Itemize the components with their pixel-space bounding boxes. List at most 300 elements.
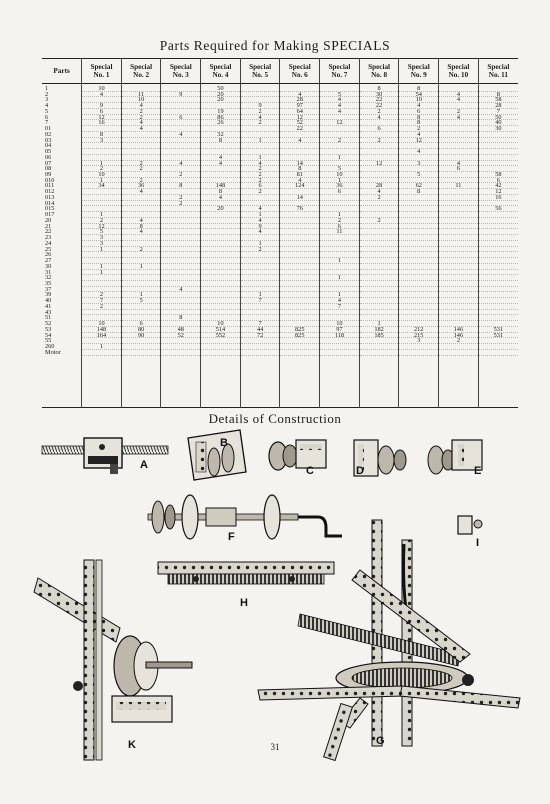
part-number: 41 — [45, 303, 52, 310]
quantity-cell: 514 — [201, 327, 240, 333]
quantity-cell: 8 — [479, 92, 518, 98]
quantity-cell: 40 — [479, 120, 518, 126]
quantity-cell: 12 — [82, 115, 121, 121]
special-11-column — [478, 84, 518, 408]
quantity-cell: 22 — [360, 97, 399, 103]
figure-label-d: D — [356, 465, 364, 477]
quantity-cell: 1 — [320, 292, 359, 298]
quantity-cell: 4 — [161, 132, 200, 138]
part-number: 1 — [45, 86, 49, 92]
quantity-cell: 8 — [161, 315, 200, 321]
part-number: 30 — [45, 263, 52, 270]
quantity-cell: 6 — [320, 189, 359, 195]
quantity-cell: 8 — [399, 189, 438, 195]
quantity-cell: 2 — [241, 109, 280, 115]
quantity-cell: 552 — [201, 333, 240, 339]
quantity-cell: 2 — [122, 115, 161, 121]
quantity-cell: 9 — [241, 103, 280, 109]
part-number: 54 — [45, 332, 52, 339]
column-header-line: No. 4 — [212, 71, 229, 79]
quantity-cell: 8 — [122, 224, 161, 230]
quantity-cell: 1 — [241, 138, 280, 144]
quantity-cell: 14 — [280, 161, 319, 167]
quantity-cell: 4 — [280, 138, 319, 144]
quantity-cell: 1 — [320, 258, 359, 264]
quantity-cell: 1 — [241, 155, 280, 161]
quantity-cell: 4 — [161, 161, 200, 167]
quantity-cell: 16 — [82, 120, 121, 126]
quantity-cell: 4 — [161, 287, 200, 293]
quantity-cell: 164 — [82, 333, 121, 339]
quantity-cell: 4 — [320, 109, 359, 115]
figure-f — [148, 495, 342, 543]
column-header-line: Special — [368, 63, 391, 71]
quantity-cell: 148 — [201, 183, 240, 189]
quantity-cell: 10 — [399, 97, 438, 103]
quantity-cell: 2 — [122, 161, 161, 167]
part-number: 03 — [45, 137, 52, 144]
quantity-cell: 4 — [439, 115, 478, 121]
quantity-cell: 2 — [320, 218, 359, 224]
quantity-cell: 56 — [479, 206, 518, 212]
column-header-special-5 — [240, 59, 280, 84]
quantity-cell: 52 — [280, 120, 319, 126]
column-header-line: Special — [407, 63, 430, 71]
quantity-cell: 81 — [280, 172, 319, 178]
part-number: 260 — [45, 344, 55, 350]
part-number: Motor — [45, 349, 61, 356]
part-number: 01 — [45, 126, 52, 132]
quantity-cell: 1 — [82, 212, 121, 218]
part-number: 22 — [45, 229, 52, 236]
quantity-cell: 10 — [201, 321, 240, 327]
quantity-cell: 48 — [161, 327, 200, 333]
table-header-row — [42, 59, 518, 84]
quantity-cell: 4 — [280, 178, 319, 184]
quantity-cell: 52 — [161, 333, 200, 339]
quantity-cell: 54 — [399, 92, 438, 98]
column-header-special-3 — [161, 59, 201, 84]
quantity-cell: 28 — [280, 97, 319, 103]
column-header-special-10 — [439, 59, 479, 84]
quantity-cell: 9 — [161, 92, 200, 98]
quantity-cell: 4 — [122, 229, 161, 235]
quantity-cell: 8 — [399, 86, 438, 92]
quantity-cell: 5 — [82, 229, 121, 235]
quantity-cell: 8 — [360, 86, 399, 92]
quantity-cell: 1 — [82, 270, 121, 276]
special-10-column — [439, 84, 479, 408]
quantity-cell: 3 — [82, 235, 121, 241]
quantity-cell: 4 — [439, 161, 478, 167]
quantity-cell — [399, 350, 438, 356]
quantity-cell: 28 — [360, 183, 399, 189]
quantity-cell: 10 — [82, 321, 121, 327]
quantity-cell: 4 — [280, 92, 319, 98]
quantity-cell: 4 — [439, 92, 478, 98]
quantity-cell: 34 — [82, 183, 121, 189]
quantity-cell: 11 — [320, 229, 359, 235]
quantity-cell: 6 — [360, 126, 399, 132]
page-title: Parts Required for Making SPECIALS — [159, 38, 391, 53]
quantity-cell: 32 — [201, 132, 240, 138]
quantity-cell: 8 — [161, 183, 200, 189]
quantity-cell: 10 — [122, 97, 161, 103]
quantity-cell: 2 — [399, 126, 438, 132]
quantity-cell: 44 — [241, 327, 280, 333]
quantity-cell: 2 — [241, 189, 280, 195]
part-number: 012 — [45, 189, 55, 195]
quantity-cell: 64 — [280, 109, 319, 115]
part-number: 31 — [45, 269, 52, 276]
quantity-cell: 4 — [399, 149, 438, 155]
section-title: Details of Construction — [208, 411, 342, 426]
quantity-cell: 14 — [280, 195, 319, 201]
quantity-cell: 2 — [360, 109, 399, 115]
quantity-cell: 1 — [82, 247, 121, 253]
part-number: 24 — [45, 240, 52, 247]
part-number: 25 — [45, 246, 52, 253]
part-number: 37 — [45, 286, 52, 293]
column-header-special-9 — [399, 59, 439, 84]
figure-label-h: H — [240, 597, 248, 609]
quantity-cell — [320, 350, 359, 356]
quantity-cell: 2 — [360, 218, 399, 224]
quantity-cell: 2 — [122, 109, 161, 115]
column-header-line: Parts — [53, 67, 70, 75]
quantity-cell: 2 — [360, 195, 399, 201]
part-number: 39 — [45, 292, 52, 299]
quantity-cell: 1 — [241, 241, 280, 247]
special-2-column — [121, 84, 161, 408]
quantity-cell: 1 — [82, 264, 121, 270]
special-3-column — [161, 84, 201, 408]
part-number: 32 — [45, 275, 52, 281]
part-number: 35 — [45, 280, 52, 287]
part-number: 26 — [45, 252, 52, 259]
figure-label-c: C — [306, 465, 314, 477]
quantity-cell: 3 — [399, 338, 438, 344]
quantity-cell: 42 — [479, 183, 518, 189]
quantity-cell: 19 — [201, 109, 240, 115]
column-header-line: Special — [249, 63, 272, 71]
quantity-cell: 4 — [122, 189, 161, 195]
quantity-cell: 2 — [122, 178, 161, 184]
part-number: 21 — [45, 223, 52, 230]
quantity-cell: 10 — [82, 86, 121, 92]
quantity-cell: 20 — [201, 92, 240, 98]
quantity-cell: 146 — [439, 333, 478, 339]
column-header-line: Special — [90, 63, 113, 71]
quantity-cell: 2 — [122, 247, 161, 253]
quantity-cell: 1 — [320, 178, 359, 184]
quantity-cell: 825 — [280, 327, 319, 333]
quantity-cell: 118 — [320, 333, 359, 339]
quantity-cell: 8 — [82, 132, 121, 138]
special-7-column — [320, 84, 360, 408]
quantity-cell: 9 — [82, 103, 121, 109]
quantity-cell: 2 — [241, 178, 280, 184]
quantity-cell: 86 — [201, 115, 240, 121]
part-number: 55 — [45, 338, 52, 345]
quantity-cell: 12 — [360, 161, 399, 167]
quantity-cell: 2 — [161, 172, 200, 178]
quantity-cell: 2 — [82, 166, 121, 172]
part-number: 52 — [45, 321, 52, 327]
quantity-cell: 80 — [122, 327, 161, 333]
parts-table — [42, 58, 518, 408]
quantity-cell: 11 — [122, 92, 161, 98]
quantity-cell: 1 — [82, 344, 121, 350]
column-header-line: No. 6 — [291, 71, 308, 79]
special-9-column — [399, 84, 439, 408]
quantity-cell: 2 — [82, 304, 121, 310]
quantity-cell: 28 — [479, 103, 518, 109]
column-header-line: Special — [328, 63, 351, 71]
quantity-cell: 36 — [320, 183, 359, 189]
quantity-cell: 5 — [320, 166, 359, 172]
quantity-cell: 1 — [122, 292, 161, 298]
part-number: 6 — [45, 114, 49, 121]
quantity-cell: 36 — [122, 183, 161, 189]
table-body-row — [42, 84, 518, 408]
quantity-cell: 6 — [82, 109, 121, 115]
part-number: 7 — [45, 120, 49, 127]
figure-label-g: G — [376, 735, 385, 747]
quantity-cell: 825 — [280, 333, 319, 339]
column-header-line: Special — [487, 63, 510, 71]
quantity-cell: 4 — [241, 229, 280, 235]
quantity-cell: 4 — [201, 155, 240, 161]
part-number: 27 — [45, 258, 52, 264]
part-number: 3 — [45, 97, 49, 104]
column-header-line: Special — [169, 63, 192, 71]
quantity-cell: 20 — [201, 97, 240, 103]
quantity-cell: 62 — [399, 183, 438, 189]
quantity-cell: 182 — [360, 327, 399, 333]
column-header-parts — [42, 59, 82, 84]
quantity-cell: 4 — [122, 218, 161, 224]
quantity-cell — [201, 350, 240, 356]
quantity-cell: 4 — [320, 97, 359, 103]
quantity-cell: 2 — [161, 195, 200, 201]
quantity-cell: 215 — [399, 333, 438, 339]
quantity-cell: 7 — [479, 109, 518, 115]
column-header-line: No. 7 — [331, 71, 348, 79]
quantity-cell: 148 — [82, 327, 121, 333]
quantity-cell: 90 — [122, 333, 161, 339]
quantity-cell: 6 — [320, 224, 359, 230]
quantity-cell: 531 — [479, 327, 518, 333]
column-header-line: Special — [288, 63, 311, 71]
figure-h — [158, 562, 334, 609]
quantity-cell: 7 — [241, 321, 280, 327]
quantity-cell: 531 — [479, 333, 518, 339]
column-header-special-7 — [320, 59, 360, 84]
quantity-cell: 1 — [82, 178, 121, 184]
quantity-cell: 6 — [479, 178, 518, 184]
quantity-cell — [122, 350, 161, 356]
quantity-cell: 7 — [241, 298, 280, 304]
quantity-cell: 8 — [399, 115, 438, 121]
figure-label-a: A — [140, 459, 148, 471]
figure-c — [269, 440, 326, 477]
part-number: 07 — [45, 160, 52, 167]
quantity-cell: 2 — [439, 338, 478, 344]
quantity-cell: 30 — [360, 92, 399, 98]
column-header-special-4 — [201, 59, 241, 84]
column-header-line: No. 1 — [93, 71, 110, 79]
part-number: 05 — [45, 149, 52, 155]
quantity-cell: 2 — [122, 166, 161, 172]
part-number: 40 — [45, 298, 52, 304]
column-header-line: Special — [447, 63, 470, 71]
quantity-cell: 58 — [479, 172, 518, 178]
quantity-cell: 16 — [479, 195, 518, 201]
column-header-special-8 — [359, 59, 399, 84]
quantity-cell: 72 — [241, 333, 280, 339]
quantity-cell: 4 — [122, 120, 161, 126]
part-number: 2 — [45, 91, 49, 98]
quantity-cell: 1 — [241, 212, 280, 218]
quantity-cell — [161, 350, 200, 356]
part-number: 09 — [45, 172, 52, 178]
quantity-cell: 4 — [122, 103, 161, 109]
quantity-cell: 8 — [399, 120, 438, 126]
quantity-cell: 4 — [241, 218, 280, 224]
column-header-special-11 — [478, 59, 518, 84]
quantity-cell: 3 — [82, 138, 121, 144]
figure-i — [458, 516, 482, 549]
figure-label-e: E — [474, 465, 482, 477]
quantity-cell — [479, 350, 518, 356]
quantity-cell: 4 — [439, 97, 478, 103]
quantity-cell: 7 — [82, 298, 121, 304]
quantity-cell: 58 — [479, 97, 518, 103]
quantity-cell: 124 — [280, 183, 319, 189]
quantity-cell: 1 — [320, 275, 359, 281]
quantity-cell: 76 — [280, 206, 319, 212]
quantity-cell: 20 — [201, 206, 240, 212]
part-number: 04 — [45, 143, 52, 150]
quantity-cell: 10 — [320, 321, 359, 327]
quantity-cell: 22 — [360, 103, 399, 109]
parts-column — [42, 84, 82, 408]
column-header-line: No. 9 — [410, 71, 427, 79]
column-header-special-1 — [82, 59, 122, 84]
column-header-line: No. 5 — [252, 71, 269, 79]
quantity-cell: 6 — [439, 166, 478, 172]
quantity-cell: 12 — [399, 138, 438, 144]
figure-e — [428, 440, 482, 477]
figure-b — [188, 430, 246, 480]
part-number: 08 — [45, 166, 52, 173]
quantity-cell: 8 — [201, 138, 240, 144]
special-1-column — [82, 84, 122, 408]
construction-figures — [0, 428, 550, 762]
quantity-cell: 12 — [280, 115, 319, 121]
quantity-cell: 11 — [439, 183, 478, 189]
quantity-cell: 22 — [280, 126, 319, 132]
quantity-cell: 10 — [82, 172, 121, 178]
quantity-cell: 1 — [122, 264, 161, 270]
part-number: 013 — [45, 194, 55, 201]
part-number: 43 — [45, 309, 52, 316]
quantity-cell: 4 — [201, 195, 240, 201]
figure-label-f: F — [228, 531, 235, 543]
quantity-cell: 97 — [280, 103, 319, 109]
quantity-cell: 2 — [82, 292, 121, 298]
quantity-cell: 2 — [241, 247, 280, 253]
special-5-column — [240, 84, 280, 408]
quantity-cell: 4 — [360, 189, 399, 195]
quantity-cell: 10 — [320, 172, 359, 178]
quantity-cell: 6 — [161, 115, 200, 121]
quantity-cell: 3 — [82, 241, 121, 247]
quantity-cell: 2 — [360, 138, 399, 144]
quantity-cell: 50 — [479, 115, 518, 121]
quantity-cell: 7 — [320, 304, 359, 310]
part-number: 010 — [45, 177, 55, 184]
quantity-cell: 5 — [122, 298, 161, 304]
quantity-cell: 4 — [122, 126, 161, 132]
special-4-column — [201, 84, 241, 408]
figure-label-k: K — [128, 739, 136, 751]
quantity-cell: 2 — [241, 120, 280, 126]
figure-d — [354, 440, 406, 477]
quantity-cell: 4 — [201, 161, 240, 167]
quantity-cell: 4 — [82, 92, 121, 98]
quantity-cell: 2 — [241, 172, 280, 178]
quantity-cell: 185 — [360, 333, 399, 339]
page-number: 31 — [270, 742, 280, 752]
column-header-line: No. 10 — [448, 71, 469, 79]
part-number: 017 — [45, 212, 55, 218]
quantity-cell: 4 — [399, 132, 438, 138]
figure-label-i: I — [476, 537, 480, 549]
quantity-cell: 5 — [320, 92, 359, 98]
quantity-cell — [360, 350, 399, 356]
quantity-cell: 4 — [360, 115, 399, 121]
quantity-cell: 12 — [82, 224, 121, 230]
special-6-column — [280, 84, 320, 408]
quantity-cell: 146 — [439, 327, 478, 333]
quantity-cell: 6 — [241, 183, 280, 189]
column-header-line: No. 2 — [133, 71, 150, 79]
figure-k — [34, 560, 192, 760]
quantity-cell — [439, 350, 478, 356]
quantity-cell: 50 — [201, 86, 240, 92]
part-number: 53 — [45, 326, 52, 333]
column-header-line: No. 11 — [488, 71, 508, 79]
quantity-cell: 4 — [241, 206, 280, 212]
part-number: 02 — [45, 131, 52, 138]
quantity-cell: 2 — [439, 109, 478, 115]
quantity-cell: 1 — [360, 321, 399, 327]
quantity-cell: 2 — [241, 166, 280, 172]
quantity-cell — [82, 350, 121, 356]
quantity-cell: 4 — [241, 161, 280, 167]
part-number: 5 — [45, 108, 49, 115]
column-header-line: No. 8 — [371, 71, 388, 79]
quantity-cell: 9 — [241, 224, 280, 230]
quantity-cell: 97 — [320, 327, 359, 333]
quantity-cell: 2 — [320, 138, 359, 144]
quantity-cell: 5 — [399, 172, 438, 178]
quantity-cell: 1 — [320, 155, 359, 161]
quantity-cell: 30 — [479, 126, 518, 132]
part-number: 20 — [45, 217, 52, 224]
